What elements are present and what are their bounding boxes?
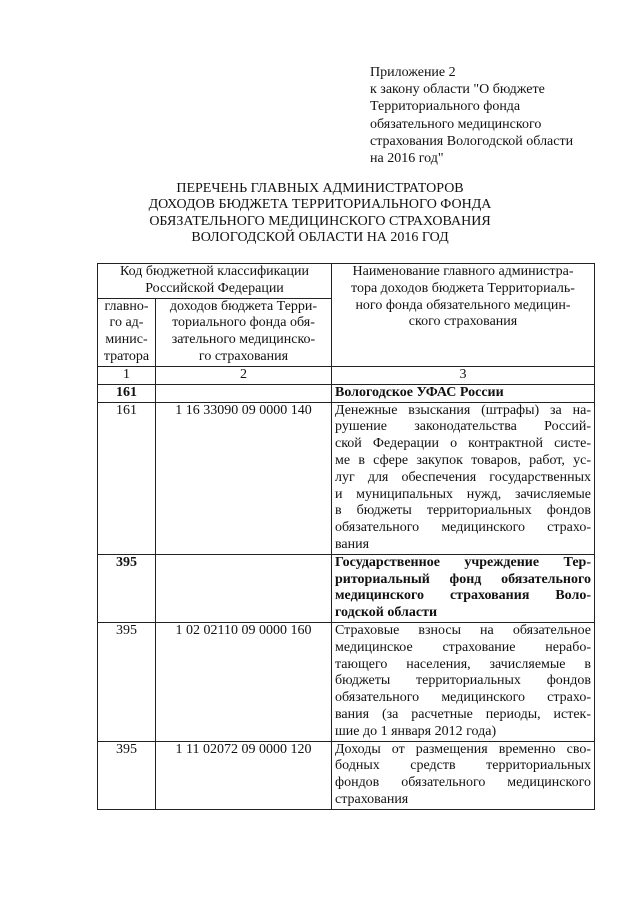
header-text: тора доходов бюджета Территориаль-: [351, 280, 575, 296]
header-text: ториального фонда обя-: [172, 315, 315, 331]
name-line: годской области: [335, 605, 438, 621]
name-line: ской Федерации о контрактной систе-: [335, 436, 591, 452]
name-line: риториальный фонд обязательного: [335, 571, 591, 587]
header-text: Наименование главного администра-: [352, 264, 574, 279]
title-line: ДОХОДОВ БЮДЖЕТА ТЕРРИТОРИАЛЬНОГО ФОНДА: [148, 197, 492, 213]
administrator-name-cell: [332, 402, 595, 554]
name-line: луг для обеспечения государственных: [335, 469, 591, 485]
name-line: бодных средств территориальных: [335, 758, 591, 774]
header-text: минис-: [105, 332, 148, 348]
administrator-name-cell: [332, 384, 595, 402]
administrator-name-cell: [332, 741, 595, 809]
appendix-line: Приложение 2: [370, 65, 456, 80]
table-row: [98, 384, 595, 402]
name-line: фондов обязательного медицинского: [335, 775, 591, 791]
appendix-line: Территориального фонда: [370, 99, 521, 115]
name-line: ме в сфере закупок товаров, работ, ус-: [335, 452, 591, 468]
header-text: Российской Федерации: [145, 280, 284, 296]
name-line: страхования: [335, 791, 409, 807]
header-text: Код бюджетной классификации: [120, 264, 309, 279]
appendix-line: к закону области "О бюджете: [370, 82, 545, 98]
header-text: главно-: [104, 298, 149, 314]
header-income-code: [156, 298, 332, 366]
document-title: [0, 181, 640, 247]
header-text: ного фонда обязательного медицин-: [355, 297, 571, 313]
column-number: 3: [332, 366, 595, 384]
name-line: вания (за расчетные периоды, истек-: [335, 706, 591, 722]
table-row: [98, 554, 595, 622]
name-line: в бюджеты территориальных фондов: [335, 503, 591, 519]
name-line: и муниципальных нужд, зачисляемые: [335, 486, 591, 502]
column-number: 2: [156, 366, 332, 384]
name-line: Денежные взыскания (штрафы) за на-: [335, 402, 591, 418]
income-code-cell: [156, 384, 332, 402]
header-admin-code: [98, 298, 156, 366]
admin-code-cell: 395: [98, 622, 156, 741]
column-number: 1: [98, 366, 156, 384]
name-line: вания: [335, 536, 370, 552]
name-line: медицинского страхования Воло-: [335, 588, 591, 604]
income-code-cell: 1 11 02072 09 0000 120: [156, 741, 332, 809]
header-administrator-name: [332, 264, 595, 367]
name-line: Государственное учреждение Тер-: [335, 554, 591, 570]
administrator-name-cell: [332, 554, 595, 622]
header-text: доходов бюджета Терри-: [169, 298, 318, 314]
header-text: го ад-: [109, 315, 144, 331]
admin-code-cell: 395: [98, 554, 156, 622]
header-classification-code: [98, 264, 332, 299]
column-number-row: [98, 366, 595, 384]
name-line: рушение законодательства Россий-: [335, 419, 591, 435]
header-text: тратора: [103, 348, 150, 364]
table-row: [98, 741, 595, 809]
name-line: тающего населения, зачисляемые в: [335, 656, 591, 672]
table-row: [98, 622, 595, 741]
name-line: медицинское страхование нерабо-: [335, 639, 591, 655]
name-line: Доходы от размещения временно сво-: [335, 741, 591, 757]
header-text: го страхования: [198, 348, 289, 364]
header-text: ского страхования: [408, 314, 518, 330]
appendix-reference: [370, 64, 632, 167]
name-line: шие до 1 января 2012 года): [335, 723, 497, 739]
administrator-name-cell: [332, 622, 595, 741]
title-line: ВОЛОГОДСКОЙ ОБЛАСТИ НА 2016 ГОД: [191, 230, 449, 246]
name-line: обязательного медицинского страхо-: [335, 520, 591, 536]
income-code-cell: [156, 554, 332, 622]
header-row-group: [98, 264, 595, 299]
admin-code-cell: 395: [98, 741, 156, 809]
name-line: обязательного медицинского страхо-: [335, 690, 591, 706]
appendix-line: страхования Вологодской области: [370, 133, 574, 149]
appendix-line: на 2016 год": [370, 151, 444, 167]
name-line: Вологодское УФАС России: [335, 384, 504, 400]
name-line: бюджеты территориальных фондов: [335, 673, 591, 689]
name-line: Страховые взносы на обязательное: [335, 622, 591, 638]
appendix-line: обязательного медицинского: [370, 116, 542, 132]
title-line: ПЕРЕЧЕНЬ ГЛАВНЫХ АДМИНИСТРАТОРОВ: [176, 181, 464, 196]
title-line: ОБЯЗАТЕЛЬНОГО МЕДИЦИНСКОГО СТРАХОВАНИЯ: [149, 213, 491, 229]
income-code-cell: 1 02 02110 09 0000 160: [156, 622, 332, 741]
header-text: зательного медицинско-: [171, 332, 316, 348]
administrators-table: [97, 263, 595, 810]
income-code-cell: 1 16 33090 09 0000 140: [156, 402, 332, 554]
table-row: [98, 402, 595, 554]
admin-code-cell: 161: [98, 384, 156, 402]
admin-code-cell: 161: [98, 402, 156, 554]
